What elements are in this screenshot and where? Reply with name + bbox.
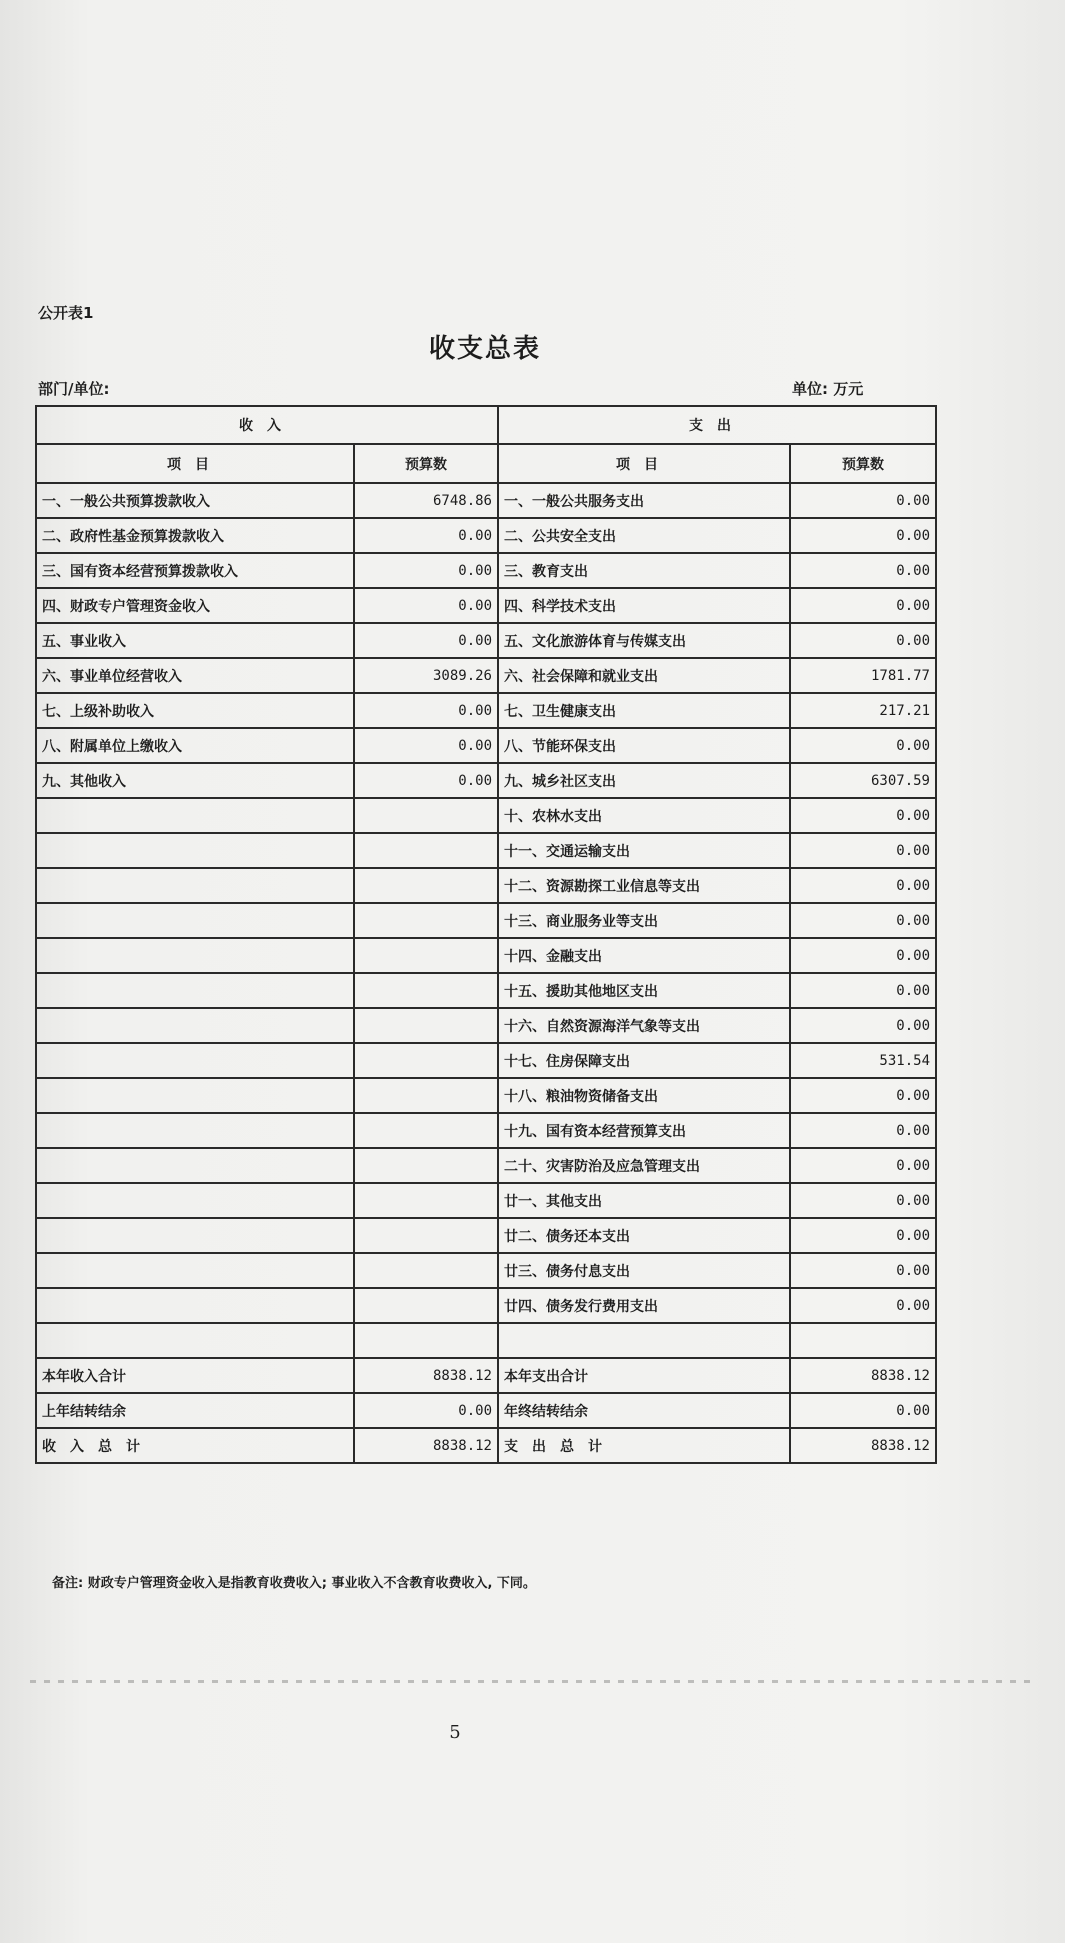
income-item-cell xyxy=(36,1288,354,1323)
income-value-cell: 3089.26 xyxy=(354,658,498,693)
income-value-cell xyxy=(354,973,498,1008)
income-value-cell: 0.00 xyxy=(354,763,498,798)
expense-value-cell: 0.00 xyxy=(790,1113,936,1148)
table-row xyxy=(36,798,936,833)
expense-item-cell: 支出总计 xyxy=(498,1428,790,1463)
expense-item-cell: 本年支出合计 xyxy=(498,1358,790,1393)
expense-item-cell: 十二、资源勘探工业信息等支出 xyxy=(498,868,790,903)
income-value-cell: 0.00 xyxy=(354,518,498,553)
income-value-cell xyxy=(354,903,498,938)
income-value-cell: 0.00 xyxy=(354,588,498,623)
expense-item-cell: 十一、交通运输支出 xyxy=(498,833,790,868)
expense-item-cell: 十、农林水支出 xyxy=(498,798,790,833)
expense-item-cell: 二十、灾害防治及应急管理支出 xyxy=(498,1148,790,1183)
income-item-cell: 本年收入合计 xyxy=(36,1358,354,1393)
expense-value-cell: 0.00 xyxy=(790,868,936,903)
table-row xyxy=(36,868,936,903)
expense-value-cell: 0.00 xyxy=(790,518,936,553)
expense-value-cell: 0.00 xyxy=(790,553,936,588)
income-item-cell xyxy=(36,1113,354,1148)
expense-item-cell: 十三、商业服务业等支出 xyxy=(498,903,790,938)
expense-value-cell: 0.00 xyxy=(790,1183,936,1218)
income-item-cell xyxy=(36,1043,354,1078)
income-item-cell xyxy=(36,1253,354,1288)
income-value-cell: 8838.12 xyxy=(354,1428,498,1463)
expense-item-cell: 三、教育支出 xyxy=(498,553,790,588)
expense-item-cell: 十六、自然资源海洋气象等支出 xyxy=(498,1008,790,1043)
expense-item-cell: 一、一般公共服务支出 xyxy=(498,483,790,518)
table-row xyxy=(36,1043,936,1078)
expense-item-cell: 廿二、债务还本支出 xyxy=(498,1218,790,1253)
expense-value-cell: 0.00 xyxy=(790,973,936,1008)
unit-label: 单位: 万元 xyxy=(792,380,864,398)
income-item-cell xyxy=(36,1218,354,1253)
expense-value-cell: 0.00 xyxy=(790,1218,936,1253)
page-number: 5 xyxy=(449,1722,461,1743)
table-row xyxy=(36,1148,936,1183)
expense-item-cell: 七、卫生健康支出 xyxy=(498,693,790,728)
income-item-cell xyxy=(36,973,354,1008)
income-item-cell: 八、附属单位上缴收入 xyxy=(36,728,354,763)
table-row xyxy=(36,833,936,868)
table-row xyxy=(36,763,936,798)
income-value-cell: 0.00 xyxy=(354,623,498,658)
expense-value-cell: 0.00 xyxy=(790,1253,936,1288)
expense-item-cell xyxy=(498,1323,790,1358)
income-item-cell: 收入总计 xyxy=(36,1428,354,1463)
table-row xyxy=(36,1113,936,1148)
income-item-cell: 上年结转结余 xyxy=(36,1393,354,1428)
expense-value-cell: 531.54 xyxy=(790,1043,936,1078)
expense-value-cell: 0.00 xyxy=(790,1078,936,1113)
income-item-cell: 五、事业收入 xyxy=(36,623,354,658)
income-value-cell xyxy=(354,798,498,833)
income-item-cell: 七、上级补助收入 xyxy=(36,693,354,728)
expense-value-cell: 8838.12 xyxy=(790,1358,936,1393)
income-value-cell xyxy=(354,1183,498,1218)
expense-value-cell: 0.00 xyxy=(790,728,936,763)
table-subheader-row xyxy=(36,444,936,483)
income-item-cell: 三、国有资本经营预算拨款收入 xyxy=(36,553,354,588)
expense-value-cell: 0.00 xyxy=(790,1393,936,1428)
footnote: 备注: 财政专户管理资金收入是指教育收费收入; 事业收入不含教育收费收入, 下同。 xyxy=(52,1576,536,1591)
income-value-cell: 0.00 xyxy=(354,553,498,588)
income-item-column-header: 项目 xyxy=(36,444,354,483)
table-row xyxy=(36,1008,936,1043)
expense-value-cell: 8838.12 xyxy=(790,1428,936,1463)
table-row xyxy=(36,658,936,693)
income-value-cell: 0.00 xyxy=(354,693,498,728)
income-value-cell xyxy=(354,1043,498,1078)
income-item-cell: 六、事业单位经营收入 xyxy=(36,658,354,693)
expense-value-cell xyxy=(790,1323,936,1358)
expense-item-column-header: 项目 xyxy=(498,444,790,483)
income-value-cell: 0.00 xyxy=(354,1393,498,1428)
table-row xyxy=(36,623,936,658)
table-row xyxy=(36,518,936,553)
expense-item-cell: 十四、金融支出 xyxy=(498,938,790,973)
total-row xyxy=(36,1358,936,1393)
table-row xyxy=(36,973,936,1008)
scan-artifact xyxy=(30,1680,1030,1683)
income-item-cell: 一、一般公共预算拨款收入 xyxy=(36,483,354,518)
table-body xyxy=(36,483,936,1358)
table-header-row xyxy=(36,406,936,444)
expense-item-cell: 廿一、其他支出 xyxy=(498,1183,790,1218)
income-header: 收入 xyxy=(36,406,498,444)
income-value-cell xyxy=(354,1218,498,1253)
expense-item-cell: 十五、援助其他地区支出 xyxy=(498,973,790,1008)
table-row xyxy=(36,1218,936,1253)
income-expense-summary-table xyxy=(35,405,937,1464)
income-value-cell xyxy=(354,1148,498,1183)
page-title: 收支总表 xyxy=(428,334,541,364)
expense-value-cell: 0.00 xyxy=(790,588,936,623)
table-row xyxy=(36,693,936,728)
expense-value-cell: 0.00 xyxy=(790,623,936,658)
income-value-cell xyxy=(354,1113,498,1148)
income-item-cell xyxy=(36,1323,354,1358)
expense-item-cell: 六、社会保障和就业支出 xyxy=(498,658,790,693)
table-row xyxy=(36,1253,936,1288)
expense-value-cell: 0.00 xyxy=(790,1148,936,1183)
income-item-cell xyxy=(36,903,354,938)
expense-value-cell: 0.00 xyxy=(790,833,936,868)
table-row xyxy=(36,903,936,938)
table-row xyxy=(36,728,936,763)
expense-value-cell: 0.00 xyxy=(790,1008,936,1043)
expense-item-cell: 四、科学技术支出 xyxy=(498,588,790,623)
table-row xyxy=(36,1078,936,1113)
expense-header: 支出 xyxy=(498,406,936,444)
expense-item-cell: 八、节能环保支出 xyxy=(498,728,790,763)
table-row xyxy=(36,483,936,518)
income-value-cell xyxy=(354,868,498,903)
income-value-cell xyxy=(354,1008,498,1043)
income-item-cell xyxy=(36,1183,354,1218)
expense-item-cell: 廿三、债务付息支出 xyxy=(498,1253,790,1288)
expense-item-cell: 十九、国有资本经营预算支出 xyxy=(498,1113,790,1148)
income-value-cell xyxy=(354,1253,498,1288)
table-row xyxy=(36,1183,936,1218)
expense-value-cell: 0.00 xyxy=(790,1288,936,1323)
expense-value-cell: 0.00 xyxy=(790,483,936,518)
expense-value-cell: 6307.59 xyxy=(790,763,936,798)
income-item-cell: 四、财政专户管理资金收入 xyxy=(36,588,354,623)
department-label: 部门/单位: xyxy=(38,380,110,398)
expense-item-cell: 九、城乡社区支出 xyxy=(498,763,790,798)
table-row xyxy=(36,1288,936,1323)
expense-item-cell: 十七、住房保障支出 xyxy=(498,1043,790,1078)
expense-budget-column-header: 预算数 xyxy=(790,444,936,483)
total-row xyxy=(36,1428,936,1463)
income-item-cell: 二、政府性基金预算拨款收入 xyxy=(36,518,354,553)
income-value-cell xyxy=(354,833,498,868)
table-row xyxy=(36,1323,936,1358)
income-item-cell xyxy=(36,868,354,903)
expense-value-cell: 0.00 xyxy=(790,798,936,833)
income-value-cell xyxy=(354,938,498,973)
income-value-cell xyxy=(354,1078,498,1113)
total-row xyxy=(36,1393,936,1428)
income-item-cell xyxy=(36,833,354,868)
income-value-cell xyxy=(354,1288,498,1323)
expense-item-cell: 二、公共安全支出 xyxy=(498,518,790,553)
income-item-cell: 九、其他收入 xyxy=(36,763,354,798)
expense-value-cell: 1781.77 xyxy=(790,658,936,693)
expense-item-cell: 五、文化旅游体育与传媒支出 xyxy=(498,623,790,658)
expense-item-cell: 十八、粮油物资储备支出 xyxy=(498,1078,790,1113)
expense-value-cell: 0.00 xyxy=(790,938,936,973)
expense-item-cell: 年终结转结余 xyxy=(498,1393,790,1428)
expense-item-cell: 廿四、债务发行费用支出 xyxy=(498,1288,790,1323)
expense-value-cell: 217.21 xyxy=(790,693,936,728)
income-item-cell xyxy=(36,938,354,973)
income-value-cell: 8838.12 xyxy=(354,1358,498,1393)
income-budget-column-header: 预算数 xyxy=(354,444,498,483)
income-value-cell: 6748.86 xyxy=(354,483,498,518)
income-value-cell: 0.00 xyxy=(354,728,498,763)
table-row xyxy=(36,588,936,623)
income-value-cell xyxy=(354,1323,498,1358)
form-code: 公开表1 xyxy=(38,304,94,322)
table-row xyxy=(36,938,936,973)
expense-value-cell: 0.00 xyxy=(790,903,936,938)
income-item-cell xyxy=(36,1008,354,1043)
table-totals xyxy=(36,1358,936,1463)
income-item-cell xyxy=(36,1148,354,1183)
table-row xyxy=(36,553,936,588)
income-item-cell xyxy=(36,1078,354,1113)
income-item-cell xyxy=(36,798,354,833)
